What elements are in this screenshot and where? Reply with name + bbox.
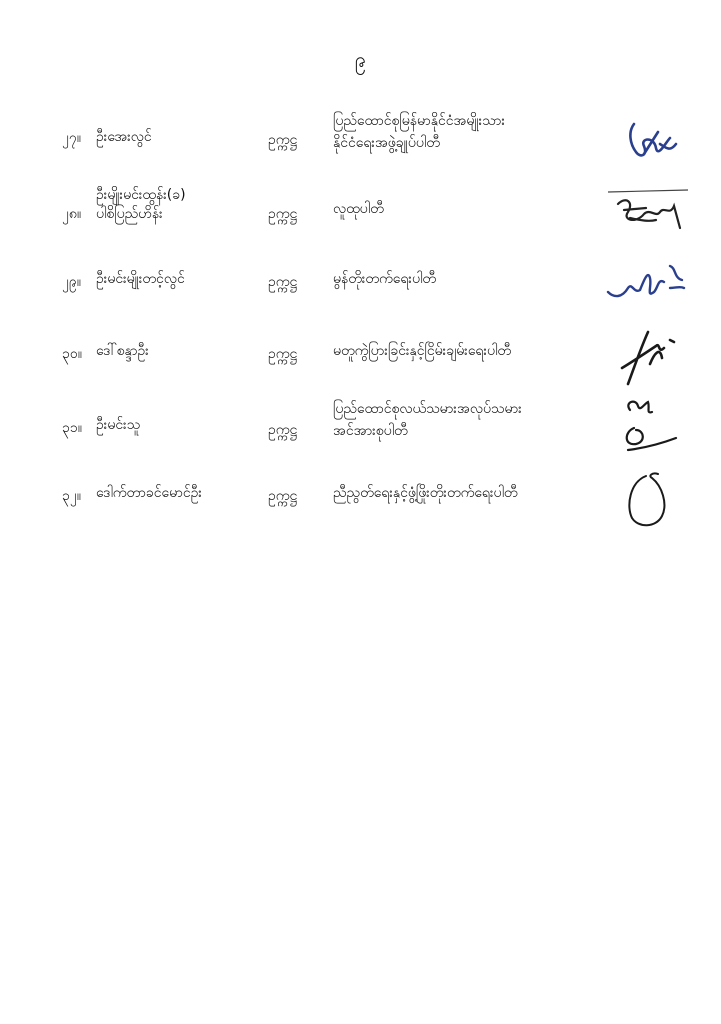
party-name: ညီညွတ်ရေးနှင့်ဖွံ့ဖြိုးတိုးတက်ရေးပါတီ bbox=[333, 485, 518, 501]
signatory-role: ဥက္ကဋ္ဌ bbox=[268, 488, 298, 504]
row-number: ၃၂။ bbox=[62, 488, 81, 504]
signatory-name: ဦးမင်းမျိုးတင့်လွင် bbox=[96, 271, 185, 287]
signatory-row bbox=[0, 398, 721, 468]
signature-image bbox=[600, 108, 690, 178]
signatory-name: ဦးမျိုးမင်းထွန်း(ခ) ပါစိပြည်ဟိန်း bbox=[96, 187, 186, 222]
signatory-row bbox=[0, 108, 721, 178]
signatory-role: ဥက္ကဋ္ဌ bbox=[268, 422, 298, 438]
row-number: ၂၈။ bbox=[62, 206, 82, 222]
signatory-row bbox=[0, 258, 721, 328]
party-name: ပြည်ထောင်စုလယ်သမားအလုပ်သမား အင်အားစုပါတီ bbox=[333, 401, 522, 439]
party-name: ပြည်ထောင်စုမြန်မာနိုင်ငံအမျိုးသား နိုင်ငံရေးအဖွဲ့ချုပ်ပါတီ bbox=[333, 113, 505, 151]
party-name: မွန်တိုးတက်ရေးပါတီ bbox=[333, 271, 436, 287]
signatory-role: ဥက္ကဋ္ဌ bbox=[268, 206, 298, 222]
party-name: လူထုပါတီ bbox=[333, 201, 384, 217]
row-number: ၂၉။ bbox=[62, 274, 81, 290]
signatory-name: ဦးအေးလွင် bbox=[96, 129, 152, 145]
signature-image bbox=[600, 184, 690, 254]
signatory-name: ဒေါ်စန္ဒာဦး bbox=[96, 343, 149, 359]
signatory-row bbox=[0, 470, 721, 540]
signatory-row bbox=[0, 180, 721, 250]
signature-image bbox=[600, 470, 690, 540]
page-number: ၉ bbox=[354, 47, 367, 71]
signature-image bbox=[600, 324, 690, 394]
signature-image bbox=[600, 258, 690, 328]
signatory-role: ဥက္ကဋ္ဌ bbox=[268, 132, 298, 148]
signature-image bbox=[600, 394, 690, 464]
party-name: မတူကွဲပြားခြင်းနှင့်ငြိမ်းချမ်းရေးပါတီ bbox=[333, 343, 512, 359]
row-number: ၃၁။ bbox=[62, 420, 82, 436]
row-number: ၃၀။ bbox=[62, 346, 82, 362]
signatory-role: ဥက္ကဋ္ဌ bbox=[268, 274, 298, 290]
row-number: ၂၇။ bbox=[62, 130, 81, 146]
signatory-name: ဒေါက်တာခင်မောင်ဦး bbox=[96, 485, 202, 501]
signatory-name: ဦးမင်းသူ bbox=[96, 417, 141, 433]
signatory-role: ဥက္ကဋ္ဌ bbox=[268, 346, 298, 362]
signatory-row bbox=[0, 330, 721, 400]
